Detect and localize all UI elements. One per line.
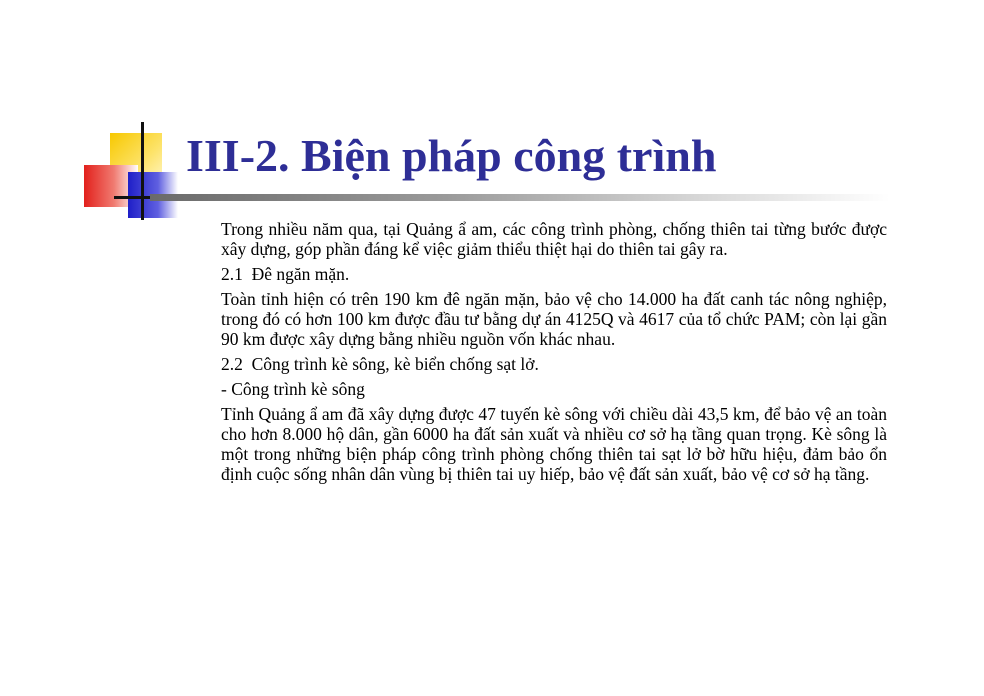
intro-paragraph: Trong nhiều năm qua, tại Quảng ẩ am, các công trình phòng, chống thiên tai từng bước được xây dựng, góp phần đáng kể việc giảm thiểu thiệt hại do thiên tai gây ra.: [221, 219, 887, 259]
section-heading-2-1: 2.1 Đê ngăn mặn.: [221, 264, 350, 284]
slide-title: III-2. Biện pháp công trình: [186, 130, 717, 181]
section-heading-2-2: 2.2 Công trình kè sông, kè biển chống sạt lở.: [221, 354, 539, 374]
title-underline: [150, 194, 890, 201]
dyke-paragraph: Toàn tỉnh hiện có trên 190 km đê ngăn mặn, bảo vệ cho 14.000 ha đất canh tác nông nghiệp, trong đó có hơn 100 km được đầu tư bằng dự án 4125Q và 4617 của tổ chức PAM; còn lại gần 90 km được xây dựng bằng nhiều nguồn vốn khác nhau.: [221, 289, 887, 349]
subsection-label: - Công trình kè sông: [221, 379, 365, 399]
decorative-vertical-line: [141, 122, 144, 220]
slide-body: [221, 219, 887, 489]
embankment-paragraph: Tỉnh Quảng ẩ am đã xây dựng được 47 tuyến kè sông với chiều dài 43,5 km, để bảo vệ an toàn cho hơn 8.000 hộ dân, gần 6000 ha đất sản xuất và nhiều cơ sở hạ tầng quan trọng. Kè sông là một trong những biện pháp công trình phòng chống thiên tai sạt lở bờ hữu hiệu, đảm bảo ổn định cuộc sống nhân dân vùng bị thiên tai uy hiếp, bảo vệ đất sản xuất, bảo vệ cơ sở hạ tầng.: [221, 404, 887, 484]
